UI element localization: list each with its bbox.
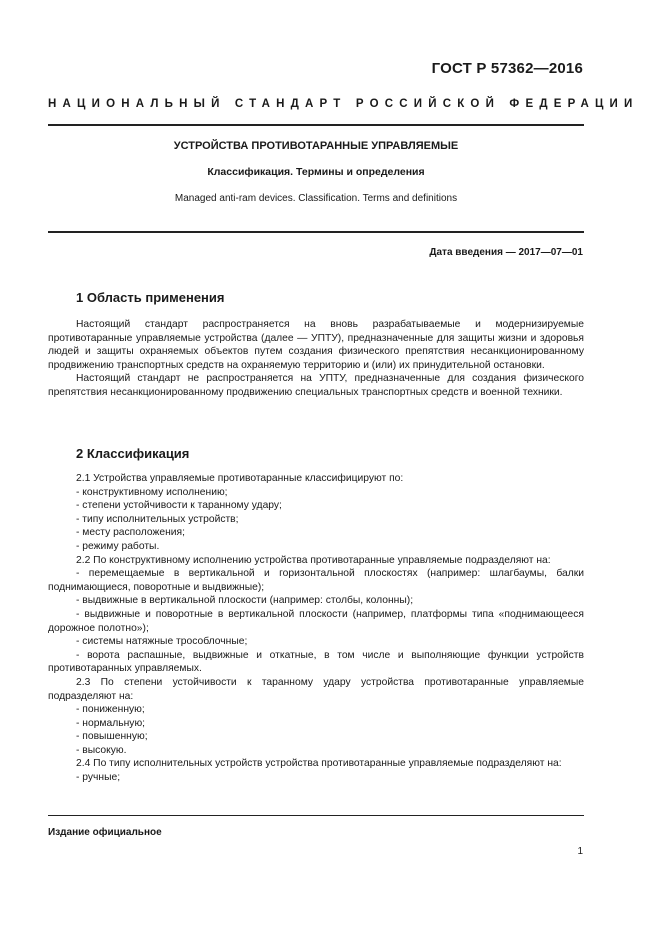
standard-subtitle: Классификация. Термины и определения (207, 166, 425, 178)
section-2-heading: 2 Классификация (76, 446, 190, 461)
list-item: - высокую. (76, 744, 127, 756)
introduction-date: Дата введения — 2017—07—01 (429, 247, 583, 258)
list-item: - повышенную; (76, 731, 148, 743)
list-item: - режиму работы. (76, 540, 160, 552)
list-item: - нормальную; (76, 717, 146, 729)
page-number: 1 (577, 846, 583, 857)
list-item: - типу исполнительных устройств; (76, 513, 239, 525)
list-item: - пониженную; (76, 704, 145, 716)
clause: 2.1 Устройства управляемые противотаранные классифицируют по: (76, 473, 404, 484)
list-item: - перемещаемые в вертикальной и горизонтальной плоскостях (например: шлагбаумы, балки поднимающиеся, поворотные и выдвижные); (48, 568, 584, 593)
list-item: - ворота распашные, выдвижные и откатные, в том числе и выполняющие функции устройств противотаранных управляемых. (48, 649, 584, 675)
clause: 2.3 По степени устойчивости к таранному удару устройства противотаранные управляемые подразделяют на: (48, 676, 584, 702)
list-item: - ручные; (76, 772, 121, 784)
english-title: Managed anti-ram devices. Classification. Terms and definitions (174, 193, 458, 204)
list-item: - месту расположения; (76, 527, 185, 539)
section-1-heading: 1 Область применения (76, 290, 225, 305)
footer-divider (48, 815, 584, 816)
top-divider (48, 124, 584, 126)
clause: 2.2 По конструктивному исполнению устройства противотаранные управляемые подразделяют на: (76, 554, 551, 566)
clause: 2.4 По типу исполнительных устройств устройства противотаранные управляемые подразделяют на: (76, 758, 562, 770)
paragraph: Настоящий стандарт распространяется на вновь разрабатываемые и модернизируемые противотаранные управляемые устройства (далее — УПТУ), предназначенные для защиты жизни и здоровья людей и защиты охраняемых объектов путем создания физического препятствия несанкционированному продвижению транспортных средств на охраняемую территорию и (или) их принудительной остановки. (48, 319, 584, 371)
standard-title: УСТРОЙСТВА ПРОТИВОТАРАННЫЕ УПРАВЛЯЕМЫЕ (173, 140, 459, 152)
list-item: - системы натяжные трособлочные; (76, 636, 248, 648)
paragraph: Настоящий стандарт не распространяется на УПТУ, предназначенные для создания физического препятствия несанкционированному продвижению специальных транспортных средств и военной техники. (48, 373, 584, 398)
list-item: - степени устойчивости к таранному удару; (76, 500, 282, 512)
title-divider (48, 231, 584, 233)
official-edition-label: Издание официальное (48, 827, 162, 838)
section-1-body (48, 318, 584, 400)
list-item: - выдвижные и поворотные в вертикальной плоскости (например, платформы типа «поднимающееся дорожное полотно»); (48, 608, 584, 634)
list-item: - конструктивному исполнению; (76, 486, 228, 498)
document-number: ГОСТ Р 57362—2016 (431, 60, 583, 77)
section-2-body (48, 472, 584, 785)
list-item: - выдвижные в вертикальной плоскости (например: столбы, колонны); (76, 595, 414, 607)
national-standard-banner: НАЦИОНАЛЬНЫЙ СТАНДАРТ РОССИЙСКОЙ ФЕДЕРАЦИИ (48, 98, 639, 110)
